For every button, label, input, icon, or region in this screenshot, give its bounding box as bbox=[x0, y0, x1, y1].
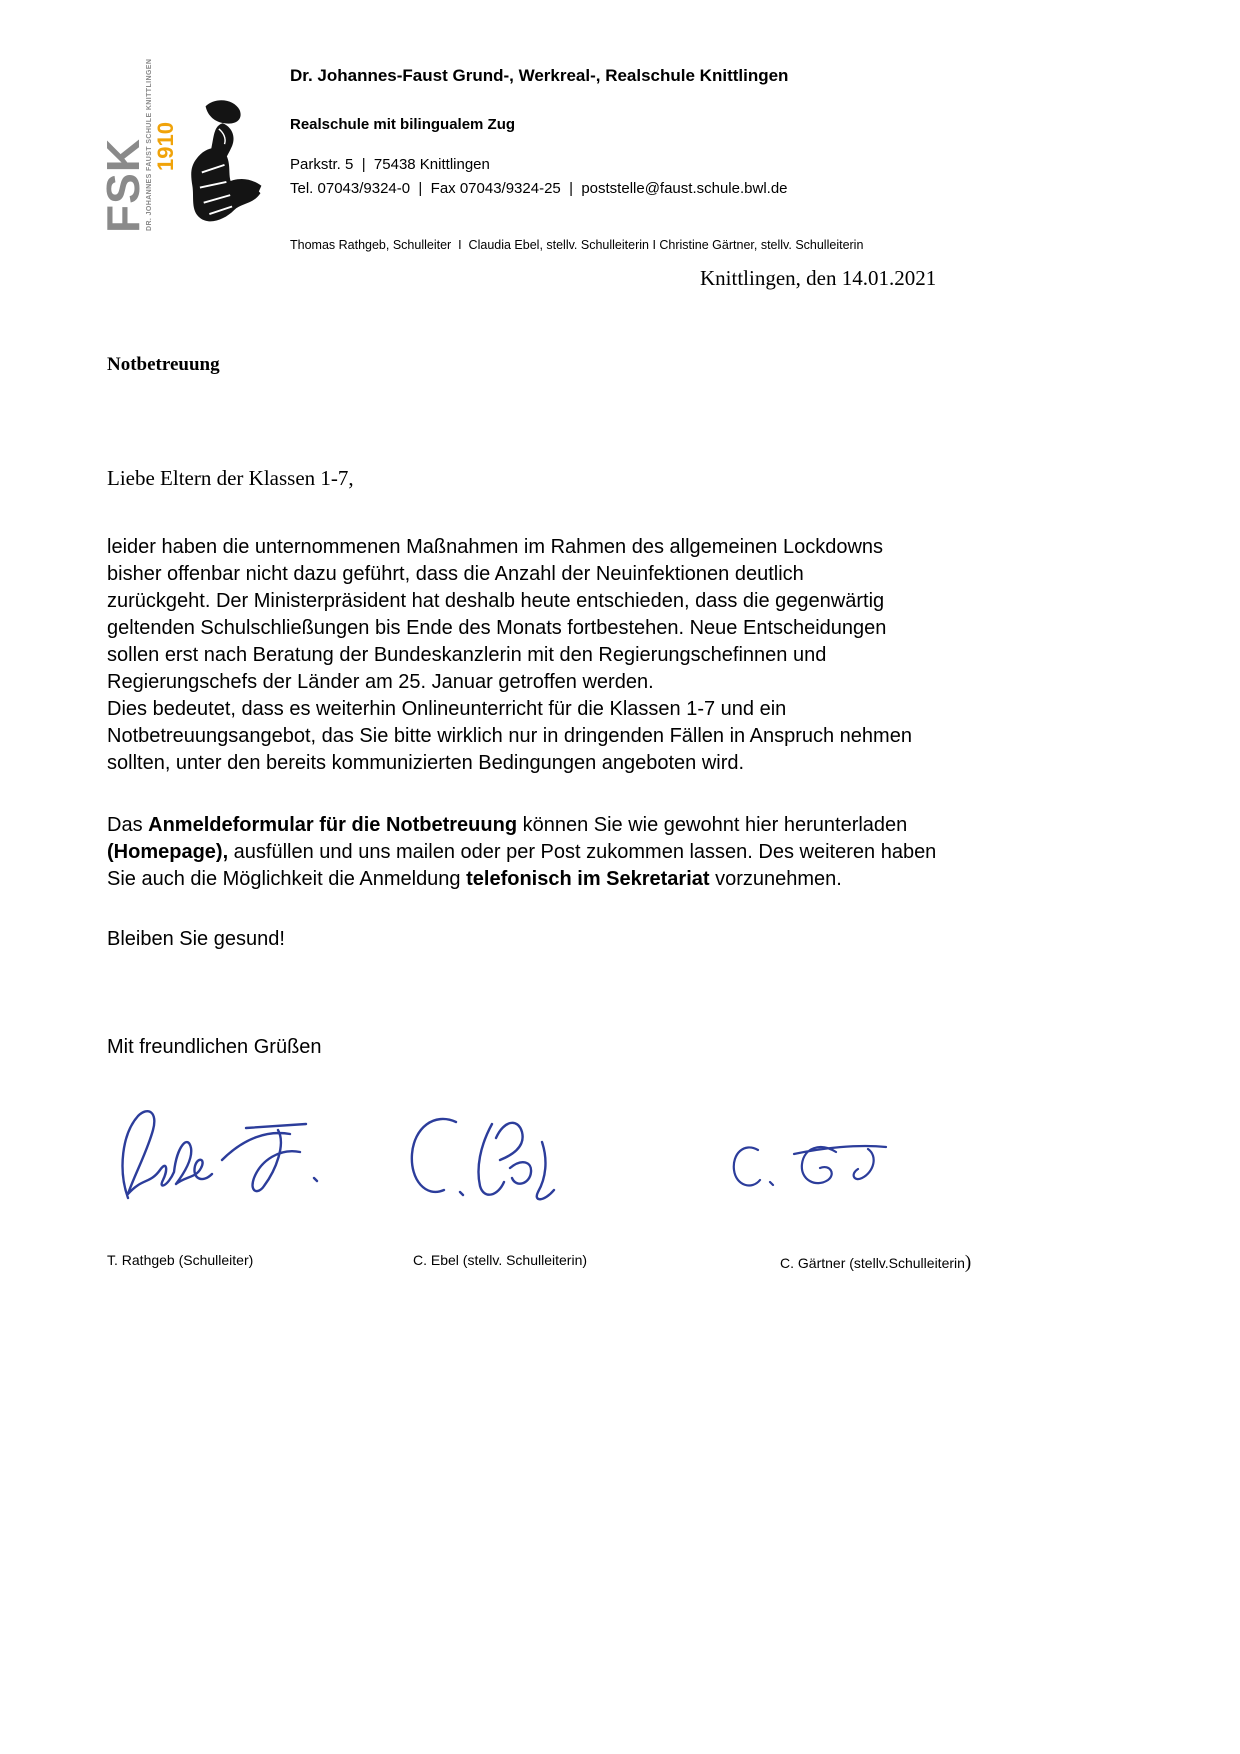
signatory-name-gaertner bbox=[780, 1252, 971, 1274]
body-line: Dies bedeutet, dass es weiterhin Onlineunterricht für die Klassen 1-7 und ein bbox=[107, 698, 787, 720]
text-segment: Das bbox=[107, 814, 149, 836]
bold-text-segment: Anmeldeformular für die Notbetreuung bbox=[148, 814, 518, 836]
signatory-name-ebel bbox=[413, 1252, 587, 1268]
body-paragraph-1 bbox=[107, 534, 1012, 777]
signatory-label-suffix: ) bbox=[964, 1252, 972, 1273]
school-subtitle: Realschule mit bilingualem Zug bbox=[290, 116, 516, 133]
school-contact-line: Tel. 07043/9324-0 | Fax 07043/9324-25 | poststelle@faust.schule.bwl.de bbox=[290, 180, 788, 197]
logo-year-1910: 1910 bbox=[153, 122, 178, 171]
body-line bbox=[107, 812, 1012, 839]
body-line: leider haben die unternommenen Maßnahmen im Rahmen des allgemeinen Lockdowns bbox=[107, 536, 884, 558]
signature-gaertner bbox=[718, 1124, 908, 1209]
body-line: sollen erst nach Beratung der Bundeskanzlerin mit den Regierungschefinnen und bbox=[107, 644, 827, 666]
school-title: Dr. Johannes-Faust Grund-, Werkreal-, Realschule Knittlingen bbox=[290, 66, 789, 85]
body-line: bisher offenbar nicht dazu geführt, dass die Anzahl der Neuinfektionen deutlich bbox=[107, 563, 804, 585]
bold-text-segment: (Homepage), bbox=[107, 841, 229, 863]
school-staff-line: Thomas Rathgeb, Schulleiter I Claudia Ebel, stellv. Schulleiterin I Christine Gärtner, stellv. Schulleiterin bbox=[290, 238, 864, 252]
logo-fsk-text: FSK bbox=[97, 138, 149, 233]
body-line bbox=[107, 839, 1012, 866]
body-line: Notbetreuungsangebot, das Sie bitte wirklich nur in dringenden Fällen in Anspruch nehmen bbox=[107, 725, 912, 747]
signatory-label: C. Ebel (stellv. Schulleiterin) bbox=[413, 1252, 588, 1268]
body-paragraph-2 bbox=[107, 812, 1012, 893]
signatory-name-rathgeb bbox=[107, 1252, 253, 1268]
salutation: Liebe Eltern der Klassen 1-7, bbox=[107, 466, 354, 490]
date-line: Knittlingen, den 14.01.2021 bbox=[700, 266, 937, 290]
signature-ebel bbox=[392, 1106, 622, 1211]
body-line: geltenden Schulschließungen bis Ende des Monats fortbestehen. Neue Entscheidungen bbox=[107, 617, 887, 639]
body-line: sollten, unter den bereits kommunizierten Bedingungen angeboten wird. bbox=[107, 752, 745, 774]
signature-rathgeb bbox=[110, 1098, 340, 1213]
body-line: Regierungschefs der Länder am 25. Januar getroffen werden. bbox=[107, 671, 654, 693]
faust-figure-illustration bbox=[164, 93, 268, 238]
text-segment: ausfüllen und uns mailen oder per Post zukommen lassen. Des weiteren haben bbox=[228, 841, 937, 863]
body-line bbox=[107, 866, 1012, 893]
logo-school-name-vertical: DR. JOHANNES FAUST SCHULE KNITTLINGEN bbox=[146, 58, 153, 231]
text-segment: Sie auch die Möglichkeit die Anmeldung bbox=[107, 868, 467, 890]
school-logo bbox=[97, 58, 268, 233]
signatory-label: C. Gärtner (stellv.Schulleiterin bbox=[780, 1255, 965, 1271]
body-line: zurückgeht. Der Ministerpräsident hat deshalb heute entschieden, dass die gegenwärtig bbox=[107, 590, 885, 612]
school-address: Parkstr. 5 | 75438 Knittlingen bbox=[290, 156, 490, 173]
regards-line: Mit freundlichen Grüßen bbox=[107, 1036, 322, 1058]
signatory-label: T. Rathgeb (Schulleiter) bbox=[107, 1252, 254, 1268]
text-segment: vorzunehmen. bbox=[709, 868, 842, 890]
bold-text-segment: telefonisch im Sekretariat bbox=[466, 868, 710, 890]
stay-healthy-line: Bleiben Sie gesund! bbox=[107, 928, 285, 950]
subject-heading: Notbetreuung bbox=[107, 354, 220, 375]
text-segment: können Sie wie gewohnt hier herunterladen bbox=[517, 814, 908, 836]
